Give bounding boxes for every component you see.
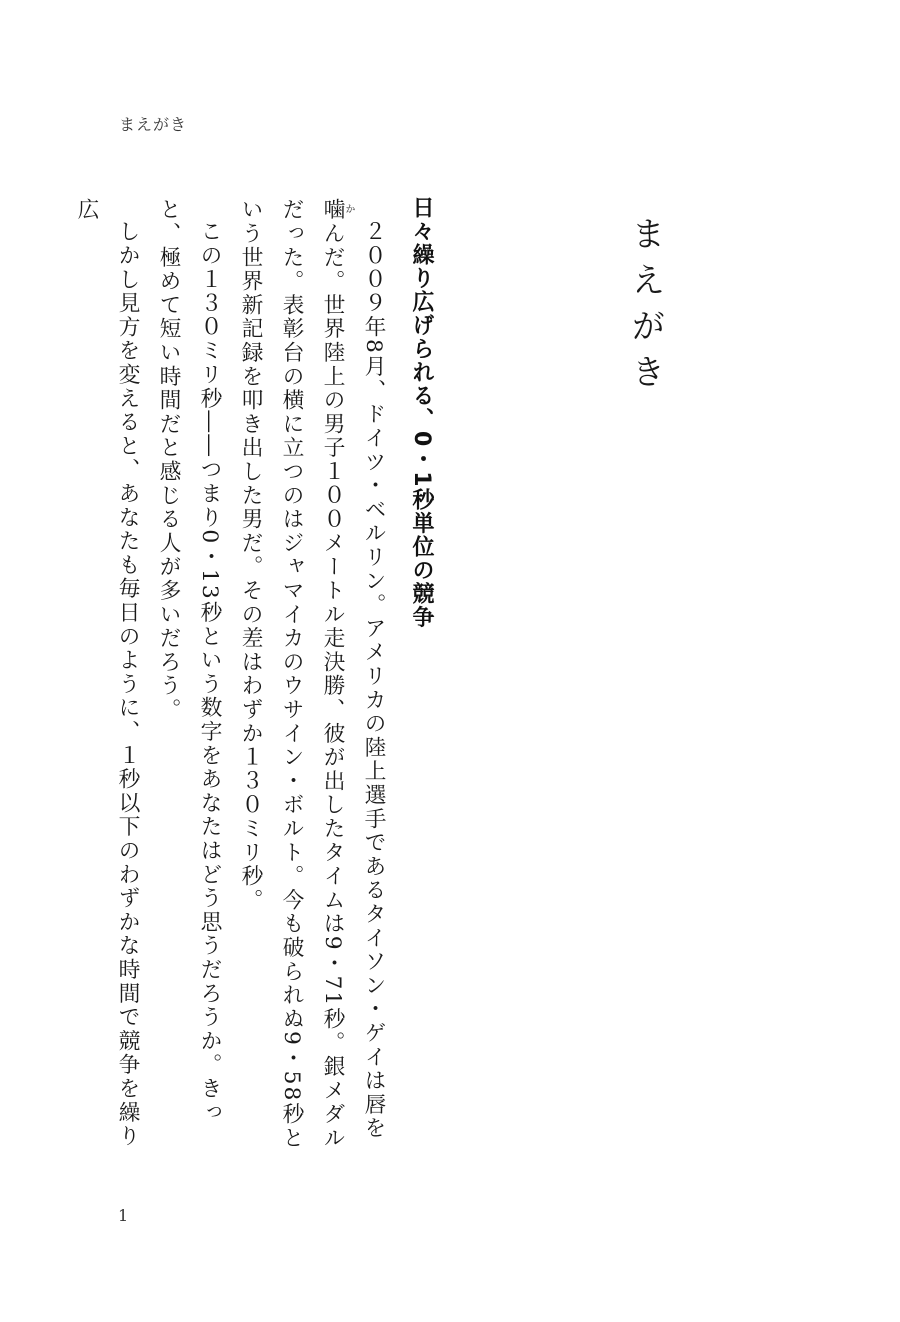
paragraph-3: しかし見方を変えると、あなたも毎日のように、１秒以下のわずかな時間で競争を繰り広 [74, 198, 140, 1148]
body-text [74, 198, 394, 1158]
furigana-reading: か [343, 198, 354, 222]
section-heading: 日々繰り広げられる、0・1秒単位の競争 [409, 196, 434, 630]
paragraph-1-text-b: んだ。世界陸上の男子１００メートル走決勝、彼が出したタイムは9・71秒。銀メダルだった。表彰台の横に立つのはジャマイカのウサイン・ボルト。今も破られぬ9・58秒という世界新記録を叩き出した男だ。その差はわずか１３０ミリ秒。 [238, 198, 345, 1151]
furigana [320, 198, 354, 222]
paragraph-1-text-a: ２００９年8月、ドイツ・ベルリン。アメリカの陸上選手であるタイソン・ゲイは唇を [361, 219, 386, 1141]
paragraph-1 [230, 198, 394, 1158]
chapter-title: まえがき [625, 216, 665, 400]
page-number: 1 [118, 1206, 129, 1225]
furigana-base: 噛 [320, 198, 345, 222]
running-head: まえがき [119, 115, 188, 134]
paragraph-2: この１３０ミリ秒――つまり0・13秒という数字をあなたはどう思うだろうか。きっと、極めて短い時間だと感じる人が多いだろう。 [156, 198, 222, 1125]
